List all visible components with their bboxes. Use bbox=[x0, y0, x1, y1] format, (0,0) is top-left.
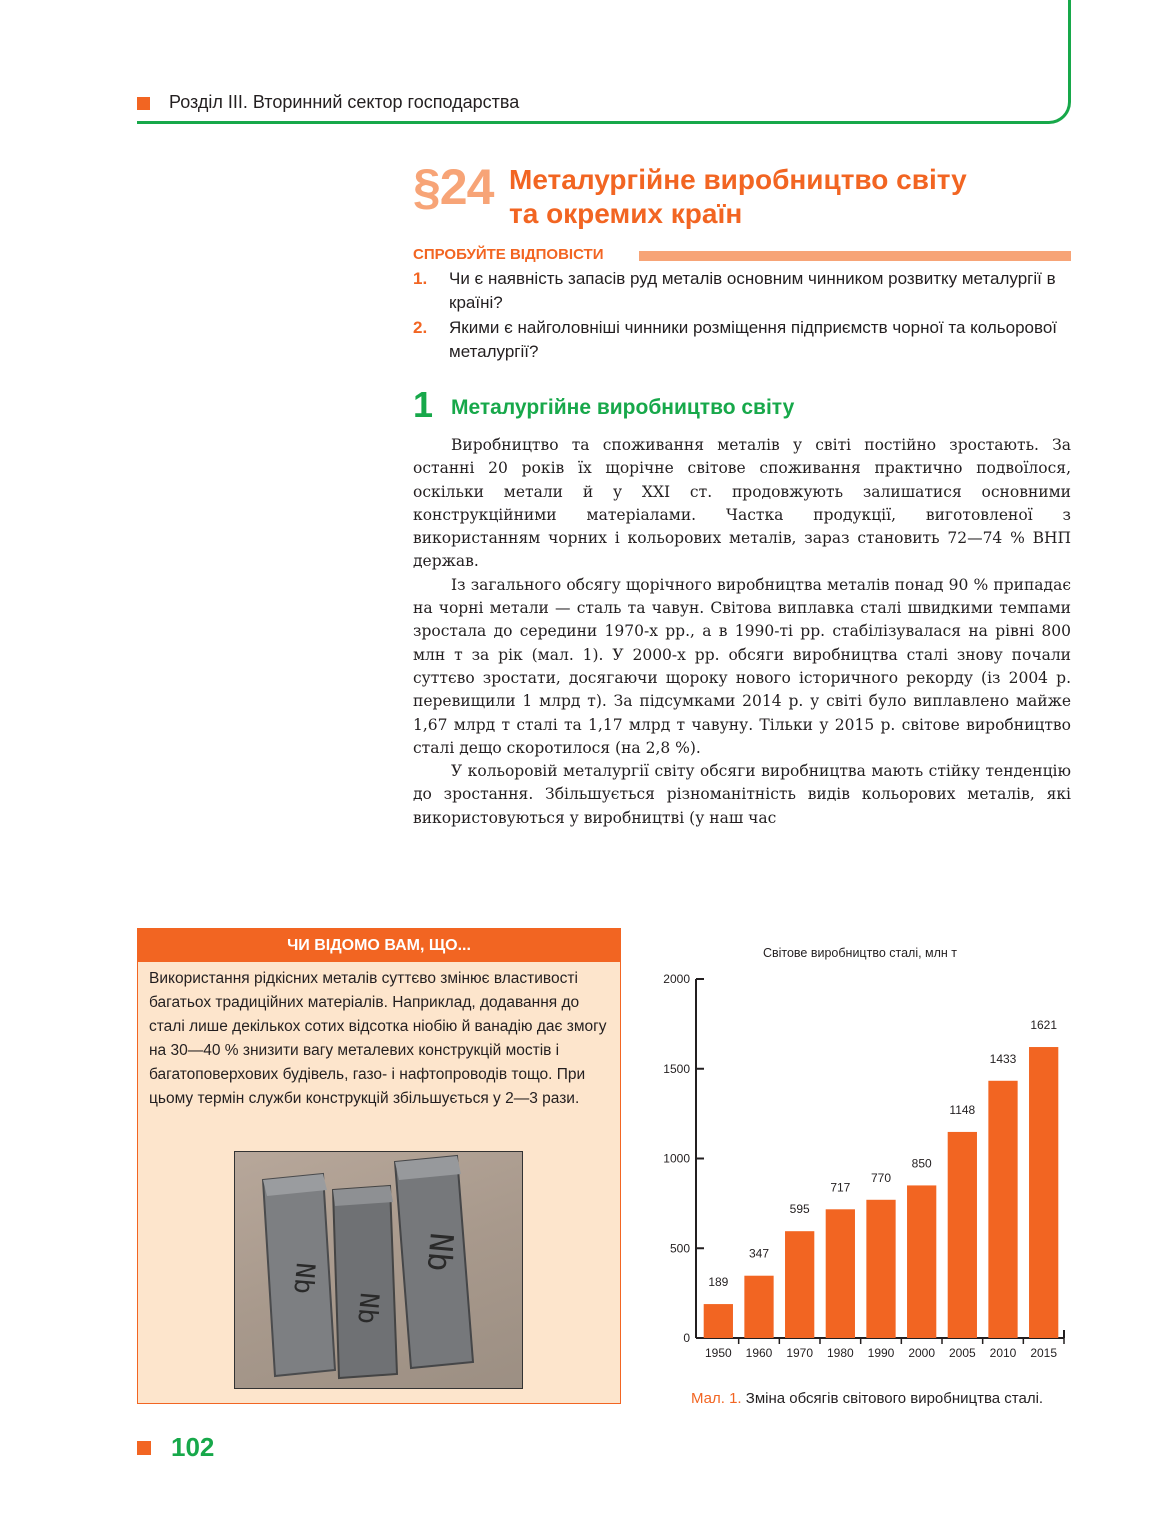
x-tick-label: 2000 bbox=[908, 1346, 936, 1360]
section-number: 1 bbox=[413, 384, 434, 425]
x-tick-label: 1970 bbox=[786, 1346, 814, 1360]
chart-title: Світове виробництво сталі, млн т bbox=[762, 946, 958, 960]
section-title: Металургійне виробництво світу bbox=[451, 396, 795, 419]
bar bbox=[1029, 1047, 1058, 1338]
niobium-bars-image bbox=[235, 1152, 522, 1388]
x-tick-label: 2015 bbox=[1030, 1346, 1058, 1360]
body-text bbox=[413, 434, 1071, 830]
body-paragraph: Виробництво та споживання металів у світі постійно зростають. За останні 20 років їх щорічне світове споживання практично подвоїлося, оскільки метали й у XXI ст. продовжують залишатися основними конструкційними матеріалами. Частка продукції, виготовленої з використанням чорних і кольорових металів, зараз становить 72—74 % ВНП держав. bbox=[413, 436, 1071, 571]
bar-mark-2: Nb bbox=[351, 1291, 384, 1326]
x-tick-label: 1990 bbox=[867, 1346, 895, 1360]
bar-value-label: 347 bbox=[748, 1246, 770, 1261]
did-you-know-title: ЧИ ВІДОМО ВАМ, ЩО... bbox=[138, 929, 620, 962]
x-tick-label: 1960 bbox=[745, 1346, 773, 1360]
body-paragraph: Із загального обсягу щорічного виробництва металів понад 90 % припадає на чорні метали — сталь та чавун. Світова виплавка сталі швидкими темпами зростала до середини 1970-х рр., а в 1990-ті рр. стабілізувалася на рівні 800 млн т за рік (мал. 1). У 2000-х рр. обсяги виробництва сталі знову почали суттєво зростати, досягаючи щороку нового історичного рекорду (із 2004 р. перевищили 1 млрд т). За підсумками 2014 р. у світі було виплавлено майже 1,67 млрд т сталі та 1,17 млрд т чавуну. Тільки у 2015 р. світове виробництво сталі дещо скоротилося (на 2,8 %). bbox=[413, 575, 1071, 757]
bar-value-label: 1621 bbox=[1030, 1018, 1058, 1033]
paragraph-number: §24 bbox=[413, 159, 494, 215]
bar bbox=[907, 1185, 936, 1338]
question-text: Чи є наявність запасів руд металів основним чинником розвитку металургії в країні? bbox=[449, 269, 1056, 312]
bar-value-label: 189 bbox=[708, 1275, 729, 1290]
paragraph-title-line1: Металургійне виробництво світу bbox=[509, 164, 967, 195]
niobium-bars-photo bbox=[234, 1151, 523, 1389]
caption-label: Мал. 1. bbox=[691, 1390, 742, 1407]
chart-svg bbox=[640, 935, 1080, 1365]
bar-mark-3: Nb bbox=[419, 1231, 461, 1273]
y-tick-label: 500 bbox=[669, 1241, 690, 1256]
bar-value-label: 1433 bbox=[989, 1051, 1017, 1066]
y-tick-label: 0 bbox=[683, 1331, 690, 1345]
bar-value-label: 850 bbox=[911, 1156, 932, 1171]
page-number: 102 bbox=[171, 1432, 215, 1462]
question-number: 2. bbox=[413, 318, 428, 337]
did-you-know-box bbox=[137, 928, 621, 1404]
bar-mark-1: Nb bbox=[287, 1261, 320, 1296]
body-paragraph: У кольоровій металургії світу обсяги виробництва мають стійку тенденцію до зростання. Збільшується різноманітність видів кольорових металів, які використовуються у виробництві (у наш час bbox=[413, 762, 1071, 827]
bar bbox=[744, 1276, 773, 1338]
try-answer-bar bbox=[639, 251, 1071, 261]
paragraph-title-line2: та окремих країн bbox=[509, 198, 743, 229]
page-marker bbox=[137, 1441, 151, 1455]
x-tick-label: 1980 bbox=[826, 1346, 854, 1360]
y-tick-label: 1500 bbox=[663, 1061, 690, 1076]
y-tick-label: 1000 bbox=[663, 1151, 690, 1166]
paragraph-title bbox=[509, 163, 967, 231]
bar bbox=[988, 1081, 1017, 1338]
question-1 bbox=[413, 267, 1071, 315]
bar-value-label: 770 bbox=[870, 1170, 892, 1185]
question-number: 1. bbox=[413, 269, 428, 288]
bar bbox=[948, 1132, 977, 1338]
bar bbox=[704, 1304, 733, 1338]
bar bbox=[866, 1200, 895, 1338]
y-tick-label: 2000 bbox=[663, 972, 690, 986]
header-marker bbox=[137, 97, 150, 110]
question-2 bbox=[413, 316, 1071, 364]
x-tick-label: 2005 bbox=[948, 1346, 976, 1360]
section-header: Розділ ІІІ. Вторинний сектор господарства bbox=[169, 92, 520, 112]
bar-value-label: 717 bbox=[830, 1180, 851, 1195]
bar-value-label: 595 bbox=[789, 1202, 810, 1217]
bar bbox=[785, 1231, 814, 1338]
bar bbox=[826, 1209, 855, 1338]
x-tick-label: 2010 bbox=[989, 1346, 1017, 1360]
did-you-know-text: Використання рідкісних металів суттєво змінює властивості багатьох традиційних матеріалів. Наприклад, додавання до сталі лише декількох сотих відсотка ніобію й ванадію дає змогу на 30—40 % знизити вагу металевих конструкцій мостів і багатоповерхових будівель, газо- і нафтопроводів тощо. При цьому термін служби конструкцій збільшується у 2—3 рази. bbox=[149, 970, 607, 1107]
figure-caption bbox=[691, 1390, 1043, 1407]
try-answer-label: СПРОБУЙТЕ ВІДПОВІСТИ bbox=[413, 246, 604, 263]
steel-production-chart bbox=[640, 935, 1080, 1365]
question-text: Якими є найголовніші чинники розміщення підприємств чорної та кольорової металургії? bbox=[449, 318, 1058, 361]
caption-text: Зміна обсягів світового виробництва сталі. bbox=[745, 1390, 1044, 1407]
x-tick-label: 1950 bbox=[704, 1346, 732, 1360]
bar-value-label: 1148 bbox=[949, 1102, 976, 1117]
